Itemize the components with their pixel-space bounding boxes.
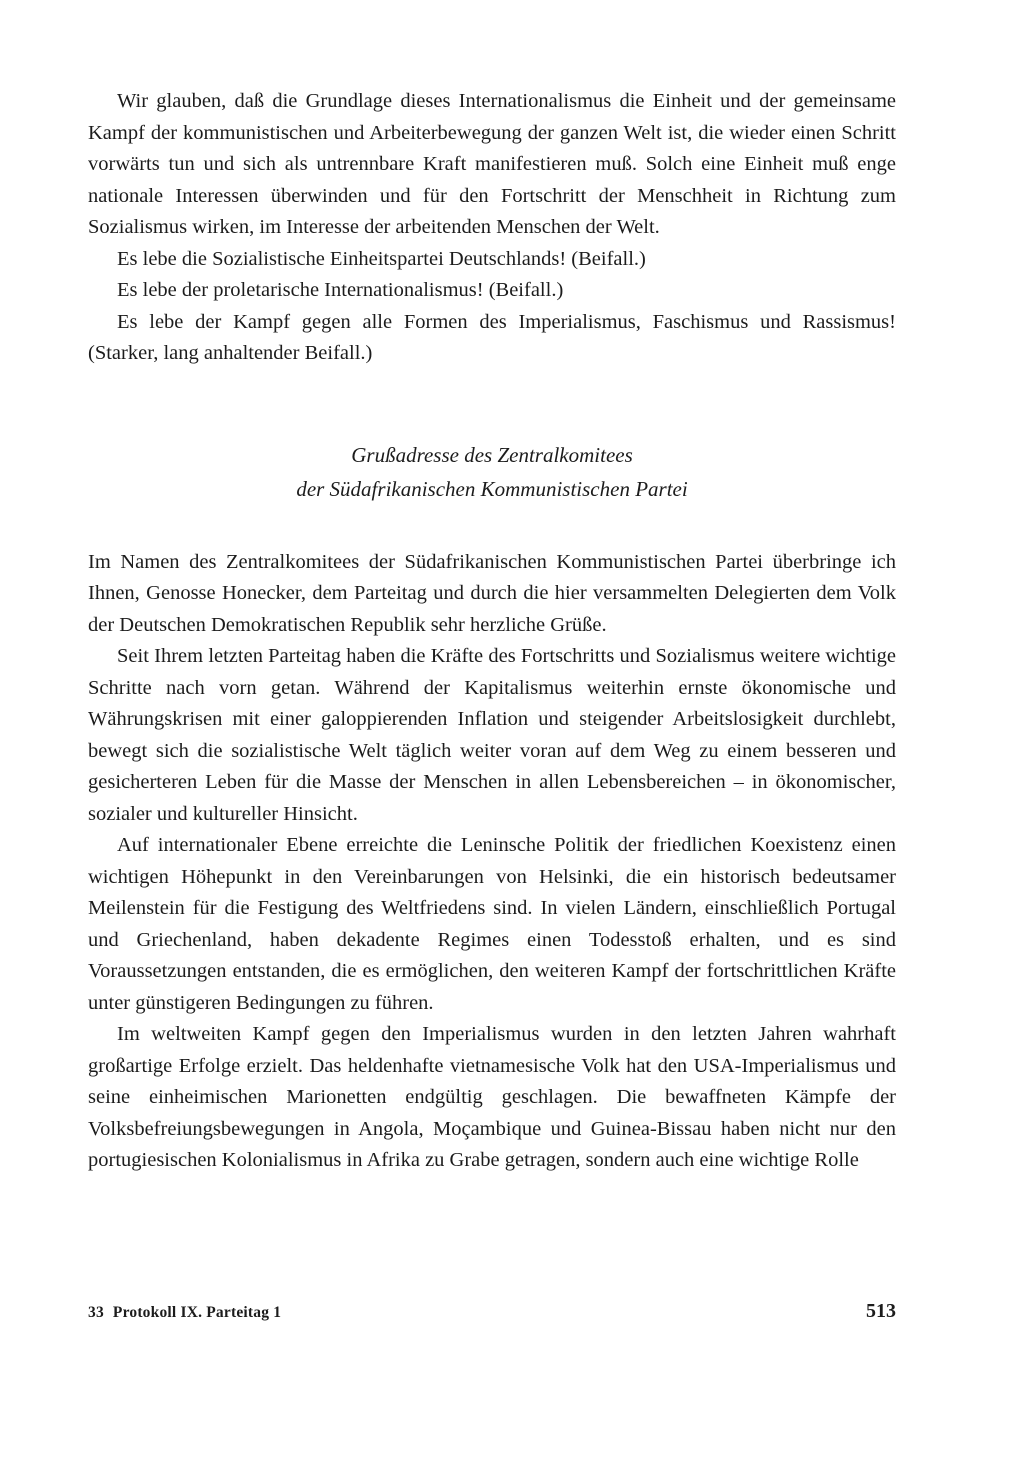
paragraph: Es lebe die Sozialistische Einheitspartei Deutschlands! (Beifall.) [117,247,646,270]
document-page [88,86,896,1177]
signature-number: 33 [88,1304,104,1321]
paragraph: Im weltweiten Kampf gegen den Imperialismus wurden in den letzten Jahren wahrhaft großartige Erfolge erzielt. Das heldenhafte vietnamesische Volk hat den USA-Imperialismus und seine einheimischen Marionetten endgültig geschlagen. Die bewaffneten Kämpfe der Volksbefreiungsbewegungen in Angola, Moçambique und Guinea-Bissau haben nicht nur den portugiesischen Kolonialismus in Afrika zu Grabe getragen, sondern auch eine wichtige Rolle [88,1023,896,1171]
paragraph: Im Namen des Zentralkomitees der Südafrikanischen Kommunistischen Partei überbringe ich Ihnen, Genosse Honecker, dem Parteitag und durch die hier versammelten Delegierten dem Volk der Deutschen Demokratischen Republik sehr herzliche Grüße. [88,550,896,636]
signature-text: Protokoll IX. Parteitag 1 [112,1304,282,1321]
page-number: 513 [866,1300,896,1322]
intro-section [88,86,896,370]
paragraph: Es lebe der proletarische Internationalismus! (Beifall.) [117,279,564,301]
heading-line-2: der Südafrikanischen Kommunistischen Partei [296,476,688,501]
printer-signature [88,1304,281,1322]
heading-line-1: Grußadresse des Zentralkomitees [351,442,633,467]
page-footer [88,1300,896,1330]
address-section [88,547,896,1177]
paragraph: Auf internationaler Ebene erreichte die Leninsche Politik der friedlichen Koexistenz einen wichtigen Höhepunkt in den Vereinbarungen von Helsinki, die ein historisch bedeutsamer Meilenstein für die Festigung des Weltfriedens sind. In vielen Ländern, einschließlich Portugal und Griechenland, haben dekadente Regimes einen Todesstoß erhalten, und es sind Voraussetzungen entstanden, die es ermöglichen, den weiteren Kampf der fortschrittlichen Kräfte unter günstigeren Bedingungen zu führen. [88,834,896,1014]
paragraph: Es lebe der Kampf gegen alle Formen des Imperialismus, Faschismus und Rassismus! (Starker, lang anhaltender Beifall.) [88,310,896,364]
section-heading [88,438,896,506]
paragraph: Seit Ihrem letzten Parteitag haben die Kräfte des Fortschritts und Sozialismus weitere wichtige Schritte nach vorn getan. Während der Kapitalismus weiterhin ernste ökonomische und Währungskrisen mit einer galoppierenden Inflation und steigender Arbeitslosigkeit durchlebt, bewegt sich die sozialistische Welt täglich weiter voran auf dem Weg zu einem besseren und gesicherteren Leben für die Masse der Menschen in allen Lebensbereichen – in ökonomischer, sozialer und kultureller Hinsicht. [88,645,896,825]
paragraph: Wir glauben, daß die Grundlage dieses Internationalismus die Einheit und der gemeinsame Kampf der kommunistischen und Arbeiterbewegung der ganzen Welt ist, die wieder einen Schritt vorwärts tun und sich als untrennbare Kraft manifestieren muß. Solch eine Einheit muß enge nationale Interessen überwinden und für den Fortschritt der Menschheit in Richtung zum Sozialismus wirken, im Interesse der arbeitenden Menschen der Welt. [88,90,896,238]
